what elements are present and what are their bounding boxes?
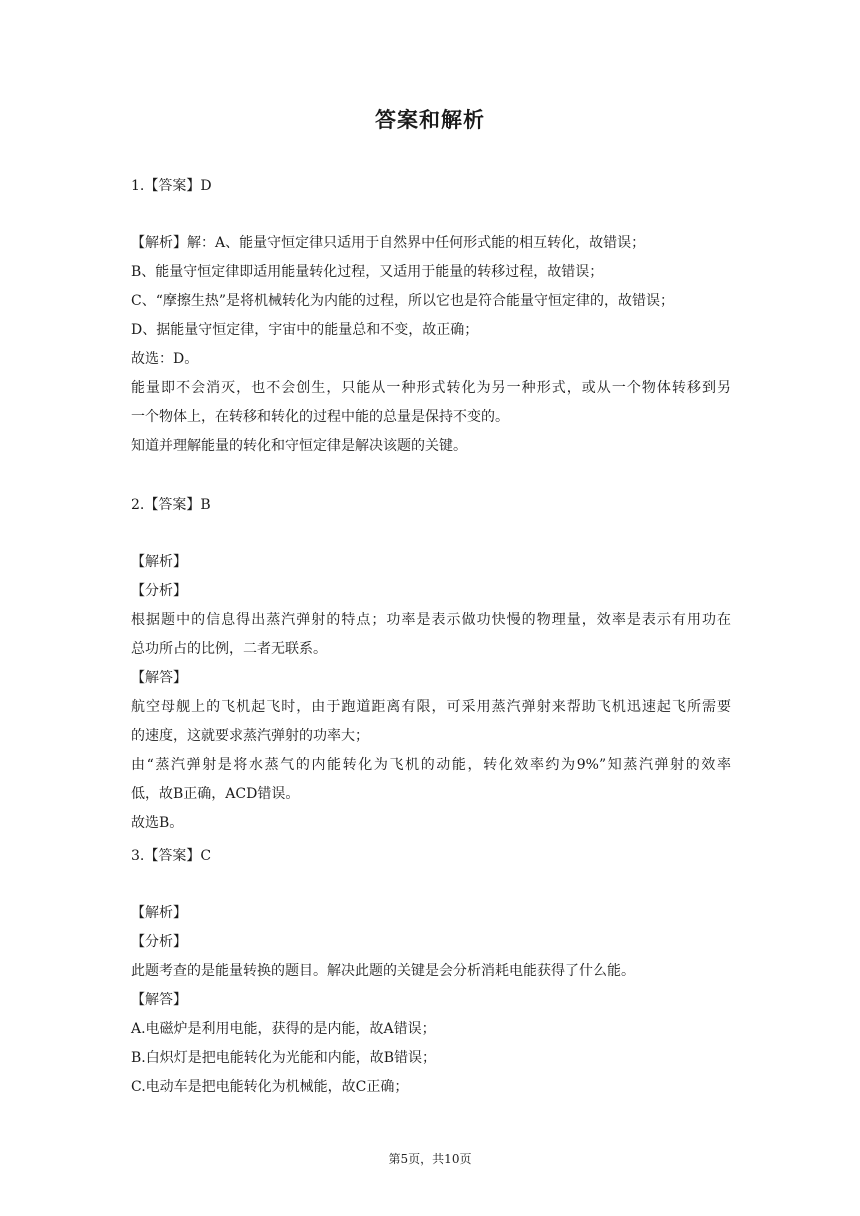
answer-2-choice: 故选B。 bbox=[131, 815, 184, 831]
answer-3-reasoning-line-1: 此题考查的是能量转换的题目。解决此题的关键是会分析消耗电能获得了什么能。 bbox=[131, 963, 635, 979]
page-title: 答案和解析 bbox=[375, 108, 485, 132]
answer-3-heading: 3.【答案】C bbox=[131, 848, 212, 864]
answer-2-solution-line-1: 航空母舰上的飞机起飞时，由于跑道距离有限，可采用蒸汽弹射来帮助飞机迅速起飞所需要 bbox=[131, 699, 731, 715]
answer-2-solution-line-4: 低，故B正确，ACD错误。 bbox=[131, 786, 300, 802]
answer-1-choice: 故选：D。 bbox=[131, 351, 199, 367]
answer-2-solution-line-2: 的速度，这就要求蒸汽弹射的功率大； bbox=[131, 728, 369, 744]
answer-1-analysis-c: C、“摩擦生热”是将机械转化为内能的过程，所以它也是符合能量守恒定律的，故错误； bbox=[131, 293, 675, 309]
answer-2-solution-line-3: 由“蒸汽弹射是将水蒸气的内能转化为飞机的动能，转化效率约为9%”知蒸汽弹射的效率 bbox=[131, 757, 731, 773]
answer-1-explanation-line-2: 一个物体上，在转移和转化的过程中能的总量是保持不变的。 bbox=[131, 409, 509, 425]
answer-1-summary: 知道并理解能量的转化和守恒定律是解决该题的关键。 bbox=[131, 438, 467, 454]
page-footer: 第5页，共10页 bbox=[388, 1152, 472, 1166]
answer-2-reasoning-line-1: 根据题中的信息得出蒸汽弹射的特点；功率是表示做功快慢的物理量，效率是表示有用功在 bbox=[131, 612, 731, 628]
answer-3-option-b: B.白炽灯是把电能转化为光能和内能，故B错误； bbox=[131, 1050, 437, 1066]
answer-2-analysis-label: 【解析】 bbox=[131, 554, 187, 570]
answer-1-analysis-b: B、能量守恒定律即适用能量转化过程，又适用于能量的转移过程，故错误； bbox=[131, 264, 604, 280]
answer-1-explanation-line-1: 能量即不会消灭，也不会创生，只能从一种形式转化为另一种形式，或从一个物体转移到另 bbox=[131, 380, 731, 396]
answer-3-analysis-label: 【解析】 bbox=[131, 905, 187, 921]
answer-2-heading: 2.【答案】B bbox=[131, 497, 211, 513]
answer-1-analysis-d: D、据能量守恒定律，宇宙中的能量总和不变，故正确； bbox=[131, 322, 479, 338]
answer-2-reasoning-line-2: 总功所占的比例，二者无联系。 bbox=[131, 641, 327, 657]
answer-3-reasoning-label: 【分析】 bbox=[131, 934, 187, 950]
answer-1-analysis-a: 【解析】解：A、能量守恒定律只适用于自然界中任何形式能的相互转化，故错误； bbox=[131, 235, 646, 251]
answer-1-heading: 1.【答案】D bbox=[131, 178, 212, 194]
answer-3-option-a: A.电磁炉是利用电能，获得的是内能，故A错误； bbox=[131, 1021, 436, 1037]
answer-2-reasoning-label: 【分析】 bbox=[131, 583, 187, 599]
answer-3-solution-label: 【解答】 bbox=[131, 992, 187, 1008]
answer-3-option-c: C.电动车是把电能转化为机械能，故C正确； bbox=[131, 1079, 409, 1095]
answer-2-solution-label: 【解答】 bbox=[131, 670, 187, 686]
